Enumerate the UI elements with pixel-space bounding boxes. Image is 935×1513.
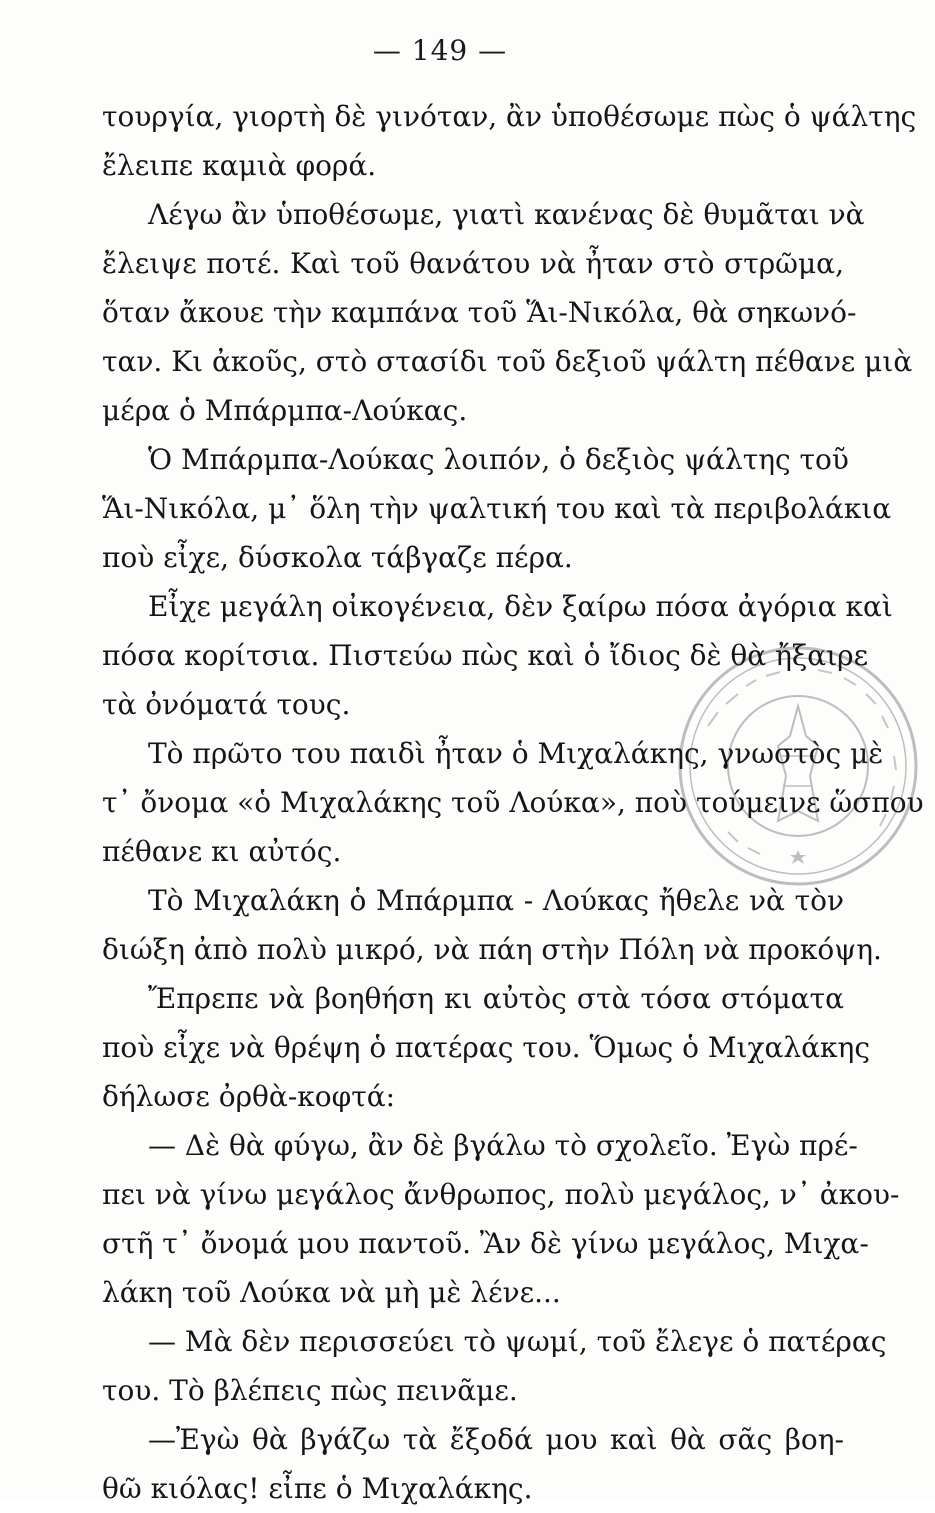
text-line: ἔλειπε καμιὰ φορά. [102, 149, 377, 182]
text-line: πέθανε κι αὐτός. [102, 835, 342, 868]
text-line: πόσα κορίτσια. Πιστεύω πὼς καὶ ὁ ἴδιος δὲ θὰ ἤξαιρε [102, 639, 869, 672]
text-line: τ᾽ ὄνομα «ὁ Μιχαλάκης τοῦ Λούκα», ποὺ τούμεινε ὥσπου [102, 786, 924, 819]
text-line: — Μὰ δὲν περισσεύει τὸ ψωμί, τοῦ ἔλεγε ὁ πατέρας [148, 1325, 887, 1358]
text-line: Ἅι-Νικόλα, μ᾽ ὅλη τὴν ψαλτική του καὶ τὰ περιβολάκια [102, 492, 892, 525]
text-line: θῶ κιόλας! εἶπε ὁ Μιχαλάκης. [102, 1472, 533, 1505]
text-line: πει νὰ γίνω μεγάλος ἄνθρωπος, πολὺ μεγάλος, ν᾽ ἀκου- [102, 1178, 900, 1211]
text-line: ταν. Κι ἀκοῦς, στὸ στασίδι τοῦ δεξιοῦ ψάλτη πέθανε μιὰ [102, 345, 913, 378]
page-number: — 149 — [372, 34, 508, 67]
text-line: του. Τὸ βλέπεις πὼς πεινᾶμε. [102, 1374, 518, 1407]
text-line: διώξη ἀπὸ πολὺ μικρό, νὰ πάη στὴν Πόλη νὰ προκόψη. [102, 933, 882, 966]
text-line: τουργία, γιορτὴ δὲ γινόταν, ἂν ὑποθέσωμε πὼς ὁ ψάλτης [102, 100, 917, 133]
text-line: ποὺ εἶχε νὰ θρέψη ὁ πατέρας του. Ὅμως ὁ Μιχαλάκης [102, 1031, 871, 1064]
text-line: δήλωσε ὀρθὰ-κοφτά: [102, 1080, 396, 1113]
text-line: ποὺ εἶχε, δύσκολα τάβγαζε πέρα. [102, 541, 573, 574]
text-line: λάκη τοῦ Λούκα νὰ μὴ μὲ λένε... [102, 1276, 561, 1309]
text-line: Ἔπρεπε νὰ βοηθήση κι αὐτὸς στὰ τόσα στόματα [148, 982, 844, 1015]
body-text [102, 92, 924, 1513]
text-line: — Δὲ θὰ φύγω, ἂν δὲ βγάλω τὸ σχολεῖο. Ἐγὼ πρέ- [148, 1129, 858, 1162]
text-line: Εἶχε μεγάλη οἰκογένεια, δὲν ξαίρω πόσα ἀγόρια καὶ [148, 590, 893, 623]
text-line: Ὁ Μπάρμπα-Λούκας λοιπόν, ὁ δεξιὸς ψάλτης τοῦ [148, 443, 849, 476]
text-line: ὅταν ἄκουε τὴν καμπάνα τοῦ Ἅι-Νικόλα, θὰ σηκωνό- [102, 296, 857, 329]
text-line: τὰ ὀνόματά τους. [102, 688, 351, 721]
text-line: ἔλειψε ποτέ. Καὶ τοῦ θανάτου νὰ ἦταν στὸ στρῶμα, [102, 247, 844, 280]
text-line: Τὸ πρῶτο του παιδὶ ἦταν ὁ Μιχαλάκης, γνωστὸς μὲ [148, 737, 884, 770]
text-line: στῆ τ᾽ ὄνομά μου παντοῦ. Ἂν δὲ γίνω μεγάλος, Μιχα- [102, 1227, 869, 1260]
text-line: Λέγω ἂν ὑποθέσωμε, γιατὶ κανένας δὲ θυμᾶται νὰ [148, 198, 865, 231]
text-line: Τὸ Μιχαλάκη ὁ Μπάρμπα - Λούκας ἤθελε νὰ τὸν [148, 884, 844, 917]
text-line: —Ἐγὼ θὰ βγάζω τὰ ἔξοδά μου καὶ θὰ σᾶς βοη- [148, 1423, 844, 1456]
text-line: μέρα ὁ Μπάρμπα-Λούκας. [102, 394, 468, 427]
